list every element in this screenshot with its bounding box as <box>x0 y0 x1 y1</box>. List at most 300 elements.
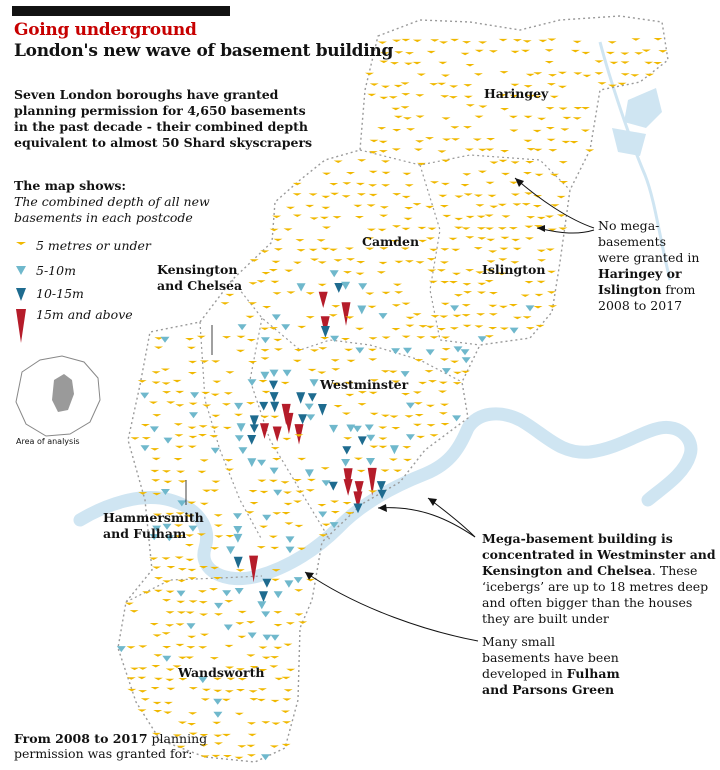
basement-marker <box>283 370 292 377</box>
legend-subtitle: The combined depth of all new basements in each postcode <box>14 194 210 225</box>
basement-marker <box>525 281 534 284</box>
basement-marker <box>355 216 364 219</box>
basement-marker <box>152 458 161 461</box>
basement-marker <box>177 580 186 583</box>
basement-marker <box>356 183 365 186</box>
basement-marker <box>309 193 318 196</box>
basement-marker <box>260 416 269 419</box>
basement-marker <box>474 325 483 328</box>
basement-marker <box>585 149 594 152</box>
top-bar <box>12 6 230 16</box>
label-wandsworth: Wandsworth <box>178 665 265 680</box>
basement-marker <box>523 316 532 319</box>
basement-marker <box>440 404 449 407</box>
basement-marker <box>464 96 473 99</box>
basement-marker <box>413 391 422 394</box>
basement-marker <box>310 259 319 262</box>
footer-line: From 2008 to 2017 planning <box>14 731 208 746</box>
basement-marker <box>149 402 158 405</box>
basement-marker <box>414 149 423 152</box>
basement-marker <box>198 646 207 649</box>
basement-marker <box>263 635 272 641</box>
basement-marker <box>161 369 170 372</box>
basement-marker <box>441 303 450 306</box>
basement-marker <box>247 435 256 445</box>
basement-marker <box>260 372 269 380</box>
basement-marker <box>413 40 422 43</box>
basement-marker <box>558 86 567 89</box>
basement-marker <box>511 161 520 164</box>
basement-marker <box>354 458 363 461</box>
basement-marker <box>298 414 307 424</box>
basement-marker <box>461 53 470 56</box>
basement-marker <box>284 228 293 231</box>
basement-marker <box>346 172 355 175</box>
basement-marker <box>333 216 342 219</box>
basement-marker <box>425 206 434 209</box>
basement-marker <box>462 41 471 44</box>
footer-note <box>14 731 207 761</box>
basement-marker <box>378 427 387 430</box>
basement-marker <box>166 669 175 672</box>
basement-marker <box>235 588 244 594</box>
basement-marker <box>130 668 139 671</box>
basement-marker <box>440 261 449 264</box>
basement-marker <box>474 73 483 76</box>
basement-marker <box>214 613 223 616</box>
basement-marker <box>260 423 269 439</box>
basement-marker <box>526 74 535 77</box>
basement-marker <box>322 480 331 486</box>
basement-marker <box>199 614 208 617</box>
basement-marker <box>347 360 356 363</box>
basement-marker <box>343 437 352 440</box>
basement-marker <box>533 130 542 133</box>
basement-marker <box>581 130 590 133</box>
basement-marker <box>356 261 365 264</box>
basement-marker <box>621 61 630 64</box>
basement-marker <box>273 611 282 614</box>
basement-marker <box>489 313 498 316</box>
basement-marker <box>391 108 400 111</box>
basement-marker <box>439 316 448 319</box>
basement-marker <box>212 381 221 384</box>
basement-marker <box>644 62 653 64</box>
basement-marker <box>222 336 231 339</box>
note-line: and often bigger than the houses <box>482 595 693 610</box>
basement-marker <box>485 215 494 218</box>
basement-marker <box>535 294 544 297</box>
basement-marker <box>213 712 222 718</box>
basement-marker <box>429 83 438 86</box>
basement-marker <box>320 217 329 220</box>
basement-marker <box>451 138 460 141</box>
basement-marker <box>188 436 197 439</box>
basement-marker <box>257 546 266 549</box>
basement-marker <box>449 85 458 88</box>
basement-marker <box>138 667 147 670</box>
basement-marker <box>523 140 532 143</box>
basement-marker <box>185 338 194 341</box>
basement-marker <box>344 349 353 352</box>
borough-boundary <box>420 165 480 345</box>
basement-marker <box>141 445 150 451</box>
basement-marker <box>235 435 244 441</box>
basement-marker <box>378 446 387 449</box>
basement-marker <box>418 240 427 243</box>
basement-marker <box>451 249 460 252</box>
basement-marker <box>297 458 306 461</box>
basement-marker <box>486 138 495 141</box>
basement-marker <box>370 413 379 416</box>
basement-marker <box>214 742 223 745</box>
basement-marker <box>477 227 486 230</box>
basement-marker <box>381 86 390 89</box>
basement-marker <box>342 195 351 198</box>
basement-marker <box>282 698 291 701</box>
basement-marker <box>224 600 233 603</box>
basement-marker <box>294 349 303 352</box>
basement-marker <box>461 371 470 374</box>
basement-marker <box>274 591 283 598</box>
basement-marker <box>414 359 423 362</box>
basement-marker <box>463 325 472 328</box>
basement-marker <box>233 513 242 519</box>
basement-marker <box>478 149 487 152</box>
basement-marker <box>369 337 378 340</box>
basement-marker <box>620 53 629 56</box>
basement-marker <box>478 41 487 44</box>
basement-marker <box>430 181 439 184</box>
basement-marker <box>513 39 522 42</box>
basement-marker <box>225 469 234 472</box>
basement-marker <box>178 480 187 483</box>
basement-marker <box>297 283 306 291</box>
basement-marker <box>259 402 268 411</box>
basement-marker <box>235 713 244 716</box>
basement-marker <box>271 700 280 703</box>
basement-marker <box>358 403 367 406</box>
basement-marker <box>426 237 435 240</box>
basement-marker <box>488 327 497 330</box>
basement-marker <box>224 459 233 462</box>
basement-marker <box>151 665 160 668</box>
basement-marker <box>261 721 270 724</box>
annotation-mega <box>482 531 716 627</box>
basement-marker <box>142 591 151 594</box>
basement-marker <box>305 469 314 477</box>
basement-marker <box>211 755 220 758</box>
basement-marker <box>187 723 196 726</box>
basement-marker <box>178 722 187 725</box>
basement-marker <box>305 404 314 411</box>
basement-marker <box>246 745 255 748</box>
basement-marker <box>284 580 293 587</box>
basement-marker <box>176 623 185 626</box>
basement-marker <box>163 481 172 484</box>
basement-marker <box>174 423 183 426</box>
basement-marker <box>489 292 498 295</box>
basement-marker <box>417 74 426 77</box>
reservoir <box>624 88 662 128</box>
basement-marker <box>329 425 338 433</box>
basement-marker <box>341 338 350 341</box>
basement-marker <box>201 698 210 701</box>
basement-marker <box>462 227 471 230</box>
basement-marker <box>353 426 362 432</box>
basement-marker <box>286 536 295 543</box>
basement-marker <box>329 314 338 317</box>
basement-marker <box>175 404 184 407</box>
basement-marker <box>306 489 315 492</box>
basement-marker <box>346 258 355 261</box>
basement-marker <box>248 302 257 305</box>
basement-marker <box>440 358 449 361</box>
note-bold: concentrated in Westminster and <box>482 547 716 562</box>
basement-marker <box>166 688 175 691</box>
basement-marker <box>281 481 290 484</box>
basement-marker <box>201 392 210 395</box>
basement-marker <box>525 161 534 164</box>
basement-marker <box>138 380 147 383</box>
basement-marker <box>154 577 163 580</box>
basement-marker <box>477 216 486 219</box>
basement-marker <box>425 370 434 373</box>
basement-marker <box>382 292 391 295</box>
basement-marker <box>271 723 280 726</box>
basement-marker <box>342 302 351 326</box>
basement-marker <box>282 744 291 747</box>
basement-marker <box>294 434 303 437</box>
basement-marker <box>463 84 472 87</box>
basement-marker <box>233 526 242 534</box>
basement-marker <box>341 282 350 290</box>
basement-marker <box>413 313 422 316</box>
basement-marker <box>512 203 521 206</box>
basement-marker <box>295 239 304 242</box>
basement-marker <box>437 83 446 86</box>
basement-marker <box>222 403 231 406</box>
basement-marker <box>186 646 195 649</box>
basement-marker <box>439 41 448 44</box>
basement-marker <box>246 316 255 319</box>
basement-marker <box>404 63 413 66</box>
basement-marker <box>342 413 351 416</box>
basement-marker <box>334 161 343 164</box>
basement-marker <box>238 324 247 330</box>
basement-marker <box>272 314 281 320</box>
basement-marker <box>510 328 519 334</box>
note-line <box>482 547 716 563</box>
basement-marker <box>355 328 364 331</box>
basement-marker <box>621 73 630 76</box>
basement-marker <box>212 722 221 725</box>
basement-marker <box>450 305 459 311</box>
basement-marker <box>537 281 546 284</box>
basement-marker <box>475 116 484 119</box>
basement-marker <box>272 512 281 515</box>
basement-marker <box>500 328 509 331</box>
basement-marker <box>581 52 590 55</box>
basement-marker <box>598 82 607 85</box>
basement-marker <box>221 302 230 305</box>
basement-marker <box>389 96 398 99</box>
basement-marker <box>430 39 439 42</box>
arrow-to-haringey <box>515 178 594 228</box>
basement-marker <box>297 249 306 252</box>
basement-marker <box>334 259 343 262</box>
basement-marker <box>189 687 198 690</box>
legend-dark-blue-icon <box>14 286 28 302</box>
basement-marker <box>401 39 410 42</box>
basement-marker <box>257 280 266 283</box>
basement-marker <box>344 479 353 496</box>
basement-marker <box>358 283 367 290</box>
basement-marker <box>235 622 244 625</box>
basement-marker <box>390 62 399 65</box>
basement-marker <box>282 438 291 441</box>
basement-marker <box>450 126 459 129</box>
basement-marker <box>269 665 278 668</box>
basement-marker <box>178 657 187 660</box>
basement-marker <box>368 349 377 352</box>
basement-marker <box>401 93 410 96</box>
basement-marker <box>452 273 461 276</box>
basement-marker <box>305 205 314 208</box>
basement-marker <box>450 39 459 42</box>
basement-marker <box>321 248 330 251</box>
basement-marker <box>608 41 617 44</box>
basement-marker <box>511 194 520 197</box>
basement-marker <box>175 391 184 394</box>
basement-marker <box>174 434 183 437</box>
basement-marker <box>606 52 615 55</box>
legend-label: 5 metres or under <box>36 238 151 253</box>
basement-marker <box>293 479 302 482</box>
borough-boundary <box>232 280 462 382</box>
basement-marker <box>501 173 510 176</box>
basement-marker <box>166 401 175 404</box>
basement-marker <box>318 347 327 350</box>
basement-marker <box>489 50 498 53</box>
basement-marker <box>390 416 399 419</box>
basement-marker <box>209 588 218 591</box>
basement-marker <box>463 291 472 294</box>
basement-marker <box>271 635 280 641</box>
label-westminster: Westminster <box>320 377 409 392</box>
basement-marker <box>353 205 362 208</box>
basement-marker <box>188 712 197 715</box>
basement-marker <box>197 336 206 339</box>
basement-marker <box>345 394 354 397</box>
basement-marker <box>322 173 331 176</box>
basement-marker <box>222 590 231 596</box>
note-line <box>482 682 682 698</box>
basement-marker <box>237 636 246 639</box>
basement-marker <box>403 459 412 462</box>
basement-marker <box>450 327 459 330</box>
headline: London's new wave of basement building <box>14 41 394 61</box>
basement-marker <box>454 218 463 221</box>
label-camden: Camden <box>362 234 420 249</box>
basement-marker <box>570 141 579 144</box>
basement-marker <box>259 380 268 383</box>
basement-marker <box>545 61 554 64</box>
basement-marker <box>582 75 591 78</box>
basement-marker <box>329 183 338 186</box>
basement-marker <box>236 689 245 692</box>
basement-marker <box>330 193 339 196</box>
basement-marker <box>202 405 211 408</box>
basement-marker <box>401 82 410 85</box>
basement-marker <box>250 259 259 262</box>
basement-marker <box>319 292 328 308</box>
basement-marker <box>281 382 290 385</box>
basement-marker <box>438 391 447 394</box>
basement-marker <box>307 479 316 482</box>
basement-marker <box>199 425 208 428</box>
basement-marker <box>499 248 508 251</box>
basement-marker <box>379 141 388 144</box>
basement-marker <box>513 317 522 320</box>
basement-marker <box>271 447 280 450</box>
basement-marker <box>367 94 376 97</box>
basement-marker <box>450 361 459 364</box>
basement-marker <box>368 306 377 309</box>
basement-marker <box>369 194 378 197</box>
basement-marker <box>166 566 175 569</box>
basement-marker <box>190 392 199 398</box>
note-line <box>482 666 682 682</box>
basement-marker <box>367 204 376 207</box>
basement-marker <box>426 405 435 408</box>
basement-marker <box>500 108 509 111</box>
basement-marker <box>150 448 159 451</box>
basement-marker <box>370 83 379 86</box>
basement-marker <box>262 579 271 588</box>
basement-marker <box>426 326 435 329</box>
basement-marker <box>365 293 374 296</box>
basement-marker <box>293 193 302 196</box>
basement-marker <box>162 656 171 662</box>
basement-marker <box>438 195 447 198</box>
basement-marker <box>138 709 147 712</box>
basement-marker <box>138 645 147 648</box>
basement-marker <box>130 610 139 613</box>
basement-marker <box>209 435 218 438</box>
basement-marker <box>392 304 401 307</box>
basement-marker <box>442 215 451 218</box>
basement-marker <box>545 216 554 219</box>
basement-marker <box>449 96 458 99</box>
note-line <box>482 563 716 579</box>
basement-marker <box>214 535 223 538</box>
basement-marker <box>365 73 374 76</box>
basement-marker <box>454 196 463 199</box>
basement-marker <box>214 603 223 609</box>
basement-marker <box>261 611 270 617</box>
basement-marker <box>322 227 331 230</box>
basement-marker <box>293 501 302 504</box>
basement-marker <box>394 85 403 88</box>
basement-marker <box>259 591 268 602</box>
basement-marker <box>500 71 509 74</box>
basement-marker <box>271 261 280 264</box>
basement-marker <box>294 613 303 616</box>
basement-marker <box>403 348 412 354</box>
basement-marker <box>368 184 377 187</box>
basement-marker <box>187 636 196 639</box>
